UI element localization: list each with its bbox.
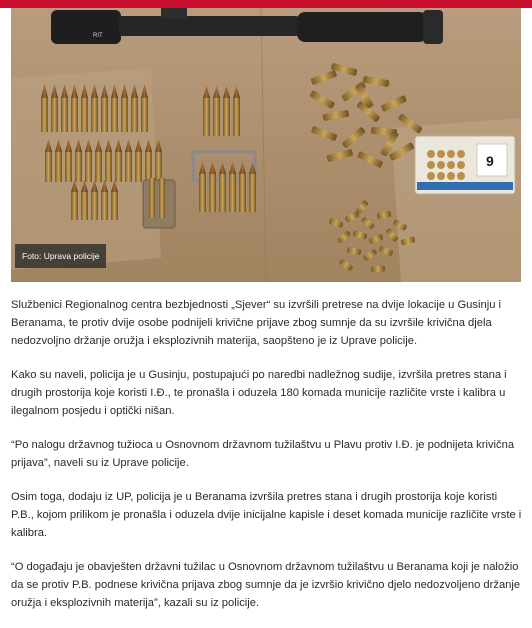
scope-marking: RIT bbox=[93, 33, 103, 39]
ammo-box bbox=[415, 136, 515, 194]
seized-items-illustration bbox=[11, 8, 521, 282]
article-body bbox=[11, 296, 522, 628]
photo-caption: Foto: Uprava policije bbox=[15, 244, 106, 268]
article-paragraph: “O događaju je obavješten državni tužilac u Osnovnom državnom tužilaštvu u Beranama koji je naložio da se protiv P.B. podnese krivična prijava zbog sumnje da je izvršio krivično djelo nedozvoljeno držanje oružja i eksplozivnih materija”, kazali su iz policije. bbox=[11, 561, 521, 609]
article-photo bbox=[11, 8, 521, 282]
article-paragraph: Kako su naveli, policija je u Gusinju, postupajući po naredbi nadležnog sudije, izvršila pretres stana i drugih prostorija koje koristi I.Đ., te pronašla i oduzela 180 komada municije različite vrste i kalibra u ilegalnom posjedu i optički nišan. bbox=[11, 369, 507, 417]
top-accent-bar bbox=[0, 0, 532, 8]
article-paragraph: Službenici Regionalnog centra bezbjednosti „Sjever“ su izvršili pretrese na dvije lokacije u Gusinju i Beranama, te protiv dvije osobe podnijeli krivične prijave zbog sumnje da su izvršile krivična djela nedozvoljno držanje oružja i eksplozivnih materija, saopšteno je iz Uprave policije. bbox=[11, 299, 502, 347]
article-paragraph: Osim toga, dodaju iz UP, policija je u Beranama izvršila pretres stana i drugih prostorija koje koristi P.B., kojom prilikom je pronašla i oduzela dvije inicijalne kapisle i deset komada municije različite vrste i kalibra. bbox=[11, 491, 522, 539]
ammo-box-label: 9 bbox=[486, 153, 494, 169]
article-paragraph: “Po nalogu državnog tužioca u Osnovnom državnom tužilaštvu u Plavu protiv I.Đ. je podnijeta krivična prijava”, naveli su iz Uprave policije. bbox=[11, 439, 515, 469]
